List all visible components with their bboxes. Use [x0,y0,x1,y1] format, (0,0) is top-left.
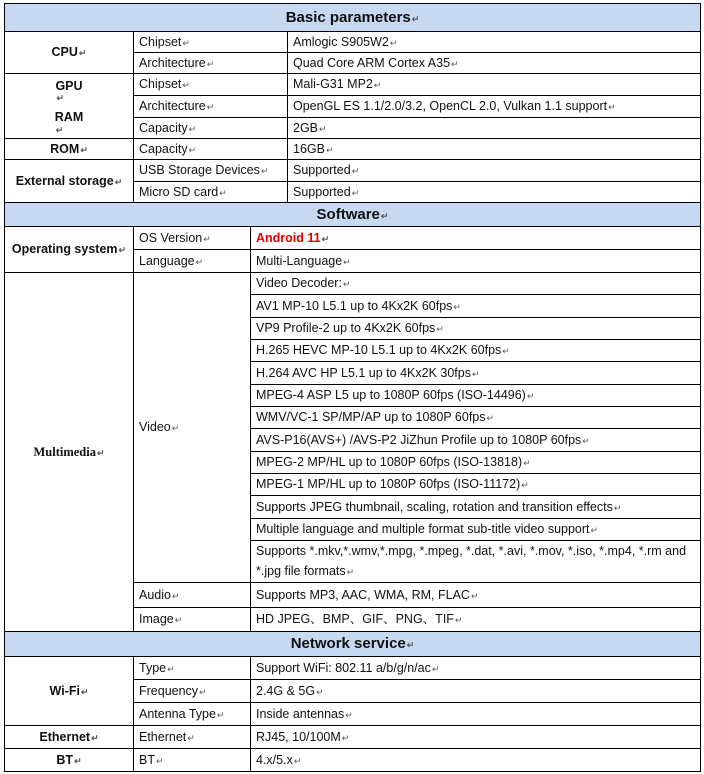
paragraph-mark-icon: ↵ [260,166,269,177]
rom-capacity-value: 16GB↵ [288,139,701,160]
usb-storage-label: USB Storage Devices↵ [134,160,288,182]
operating-system-label: Operating system↵ [5,227,134,273]
section-header-network [5,632,701,657]
gpu-ram-label [5,74,134,139]
paragraph-mark-icon: ↵ [80,144,88,155]
gpu-arch-value: OpenGL ES 1.1/2.0/3.2, OpenCL 2.0, Vulkan 1.1 support↵ [288,96,701,118]
paragraph-mark-icon: ↵ [351,166,360,177]
paragraph-mark-icon: ↵ [373,80,382,91]
wifi-type-label: Type↵ [134,657,251,680]
paragraph-mark-icon: ↵ [521,480,529,491]
paragraph-mark-icon: ↵ [219,187,227,198]
cpu-arch-label: Architecture↵ [134,53,288,74]
video-decoder-row [251,362,701,384]
paragraph-mark-icon: ↵ [325,144,334,155]
video-decoder-row [251,519,701,541]
paragraph-mark-icon: ↵ [470,590,479,601]
paragraph-mark-icon: ↵ [411,13,420,24]
paragraph-mark-icon: ↵ [167,663,175,674]
image-label: Image↵ [134,608,251,632]
paragraph-mark-icon: ↵ [187,732,195,743]
video-label: Video↵ [134,273,251,583]
paragraph-mark-icon: ↵ [155,755,164,766]
wifi-frequency-value: 2.4G & 5G↵ [251,680,701,703]
multimedia-label: Multimedia↵ [5,273,134,632]
paragraph-mark-icon: ↵ [182,80,190,91]
ram-label: RAM ↵ [54,110,84,135]
paragraph-mark-icon: ↵ [199,686,207,697]
paragraph-mark-icon: ↵ [590,525,599,536]
video-decoder-text: Video Decoder:↵ [256,276,351,291]
video-decoder-text: AVS-P16(AVS+) /AVS-P2 JiZhun Profile up to 1080P 60fps↵ [256,432,590,447]
paragraph-mark-icon: ↵ [436,324,444,335]
section-header-software [5,203,701,227]
paragraph-mark-icon: ↵ [406,640,415,651]
paragraph-mark-icon: ↵ [206,102,215,113]
paragraph-mark-icon: ↵ [203,233,211,244]
wifi-type-value: Support WiFi: 802.11 a/b/g/n/ac↵ [251,657,701,680]
video-decoder-text: MPEG-4 ASP L5 up to 1080P 60fps (ISO-14496)↵ [256,388,535,403]
paragraph-mark-icon: ↵ [55,124,64,135]
paragraph-mark-icon: ↵ [80,686,89,697]
paragraph-mark-icon: ↵ [91,732,99,743]
language-label: Language↵ [134,250,251,273]
os-version-label: OS Version↵ [134,227,251,250]
bt-value: 4.x/5.x↵ [251,749,701,771]
video-decoder-text: Supports *.mkv,*.wmv,*.mpg, *.mpeg, *.dat, *.avi, *.mov, *.iso, *.mp4, *.rm and *.jpg file formats↵ [256,543,687,578]
micro-sd-label: Micro SD card↵ [134,182,288,203]
video-decoder-text: H.265 HEVC MP-10 L5.1 up to 4Kx2K 60fps↵ [256,343,510,358]
video-decoder-row [251,385,701,407]
paragraph-mark-icon: ↵ [451,58,459,69]
paragraph-mark-icon: ↵ [174,615,183,626]
wifi-label: Wi-Fi↵ [5,657,134,726]
paragraph-mark-icon: ↵ [182,37,190,48]
gpu-arch-label: Architecture↵ [134,96,288,118]
paragraph-mark-icon: ↵ [608,102,616,113]
cpu-chipset-label: Chipset↵ [134,32,288,53]
paragraph-mark-icon: ↵ [56,93,64,104]
paragraph-mark-icon: ↵ [454,615,463,626]
rom-capacity-label: Capacity↵ [134,139,288,160]
bt-label: BT↵ [5,749,134,771]
video-decoder-text: AV1 MP-10 L5.1 up to 4Kx2K 60fps↵ [256,298,461,313]
ethernet-value: RJ45, 10/100M↵ [251,726,701,749]
os-version-value: Android 11↵ [251,227,701,250]
paragraph-mark-icon: ↵ [171,423,180,434]
video-decoder-row [251,474,701,496]
paragraph-mark-icon: ↵ [346,566,355,577]
ethernet-label: Ethernet↵ [5,726,134,749]
paragraph-mark-icon: ↵ [78,48,87,59]
video-decoder-row [251,452,701,474]
section-title: Network service↵ [290,635,415,653]
rom-label: ROM↵ [5,139,134,160]
video-decoder-text: H.264 AVC HP L5.1 up to 4Kx2K 30fps↵ [256,365,480,380]
video-decoder-row [251,496,701,518]
paragraph-mark-icon: ↵ [316,686,324,697]
paragraph-mark-icon: ↵ [471,368,480,379]
paragraph-mark-icon: ↵ [431,663,440,674]
cpu-chipset-value: Amlogic S905W2↵ [288,32,701,53]
section-title: Software↵ [316,205,389,223]
usb-storage-value: Supported↵ [288,160,701,182]
paragraph-mark-icon: ↵ [613,502,622,513]
paragraph-mark-icon: ↵ [114,176,123,187]
paragraph-mark-icon: ↵ [343,256,351,267]
paragraph-mark-icon: ↵ [216,709,225,720]
paragraph-mark-icon: ↵ [195,256,204,267]
video-decoder-text: Supports JPEG thumbnail, scaling, rotation and transition effects↵ [256,499,622,514]
wifi-frequency-label: Frequency↵ [134,680,251,703]
ram-capacity-value: 2GB↵ [288,118,701,139]
gpu-chipset-value: Mali-G31 MP2↵ [288,74,701,96]
paragraph-mark-icon: ↵ [582,435,590,446]
section-header-basic [5,4,701,32]
bt-sub-label: BT↵ [134,749,251,771]
antenna-type-label: Antenna Type↵ [134,703,251,726]
paragraph-mark-icon: ↵ [342,279,351,290]
language-value: Multi-Language↵ [251,250,701,273]
video-decoder-row [251,295,701,317]
ram-capacity-label: Capacity↵ [134,118,288,139]
paragraph-mark-icon: ↵ [206,58,215,69]
video-decoder-text: WMV/VC-1 SP/MP/AP up to 1080P 60fps↵ [256,410,495,425]
paragraph-mark-icon: ↵ [96,447,105,458]
paragraph-mark-icon: ↵ [502,346,510,357]
paragraph-mark-icon: ↵ [523,458,531,469]
spec-table [4,3,701,772]
paragraph-mark-icon: ↵ [188,144,197,155]
gpu-chipset-label: Chipset↵ [134,74,288,96]
video-decoder-row [251,340,701,362]
video-decoder-text: Multiple language and multiple format sub-title video support↵ [256,522,599,537]
video-decoder-text: MPEG-2 MP/HL up to 1080P 60fps (ISO-13818)↵ [256,455,531,470]
video-decoder-row [251,541,701,583]
paragraph-mark-icon: ↵ [321,233,330,244]
paragraph-mark-icon: ↵ [526,391,535,402]
audio-value: Supports MP3, AAC, WMA, RM, FLAC↵ [251,583,701,608]
image-value: HD JPEG、BMP、GIF、PNG、TIF↵ [251,608,701,632]
paragraph-mark-icon: ↵ [118,245,127,256]
paragraph-mark-icon: ↵ [389,37,398,48]
paragraph-mark-icon: ↵ [319,123,327,134]
video-decoder-text: VP9 Profile-2 up to 4Kx2K 60fps↵ [256,321,444,336]
audio-label: Audio↵ [134,583,251,608]
paragraph-mark-icon: ↵ [341,732,350,743]
cpu-arch-value: Quad Core ARM Cortex A35↵ [288,53,701,74]
ethernet-sub-label: Ethernet↵ [134,726,251,749]
video-decoder-row [251,273,701,295]
paragraph-mark-icon: ↵ [188,123,197,134]
paragraph-mark-icon: ↵ [293,755,302,766]
antenna-type-value: Inside antennas↵ [251,703,701,726]
paragraph-mark-icon: ↵ [351,187,360,198]
section-title: Basic parameters↵ [285,8,420,26]
paragraph-mark-icon: ↵ [486,413,495,424]
video-decoder-row [251,407,701,429]
paragraph-mark-icon: ↵ [345,709,353,720]
paragraph-mark-icon: ↵ [380,210,389,221]
video-decoder-row [251,429,701,451]
external-storage-label: External storage↵ [5,160,134,203]
paragraph-mark-icon: ↵ [453,301,461,312]
micro-sd-value: Supported↵ [288,182,701,203]
cpu-label: CPU↵ [5,32,134,74]
paragraph-mark-icon: ↵ [74,755,82,766]
video-decoder-row [251,318,701,340]
gpu-label: GPU ↵ [55,79,83,104]
video-decoder-text: MPEG-1 MP/HL up to 1080P 60fps (ISO-11172)↵ [256,477,529,492]
paragraph-mark-icon: ↵ [171,590,180,601]
